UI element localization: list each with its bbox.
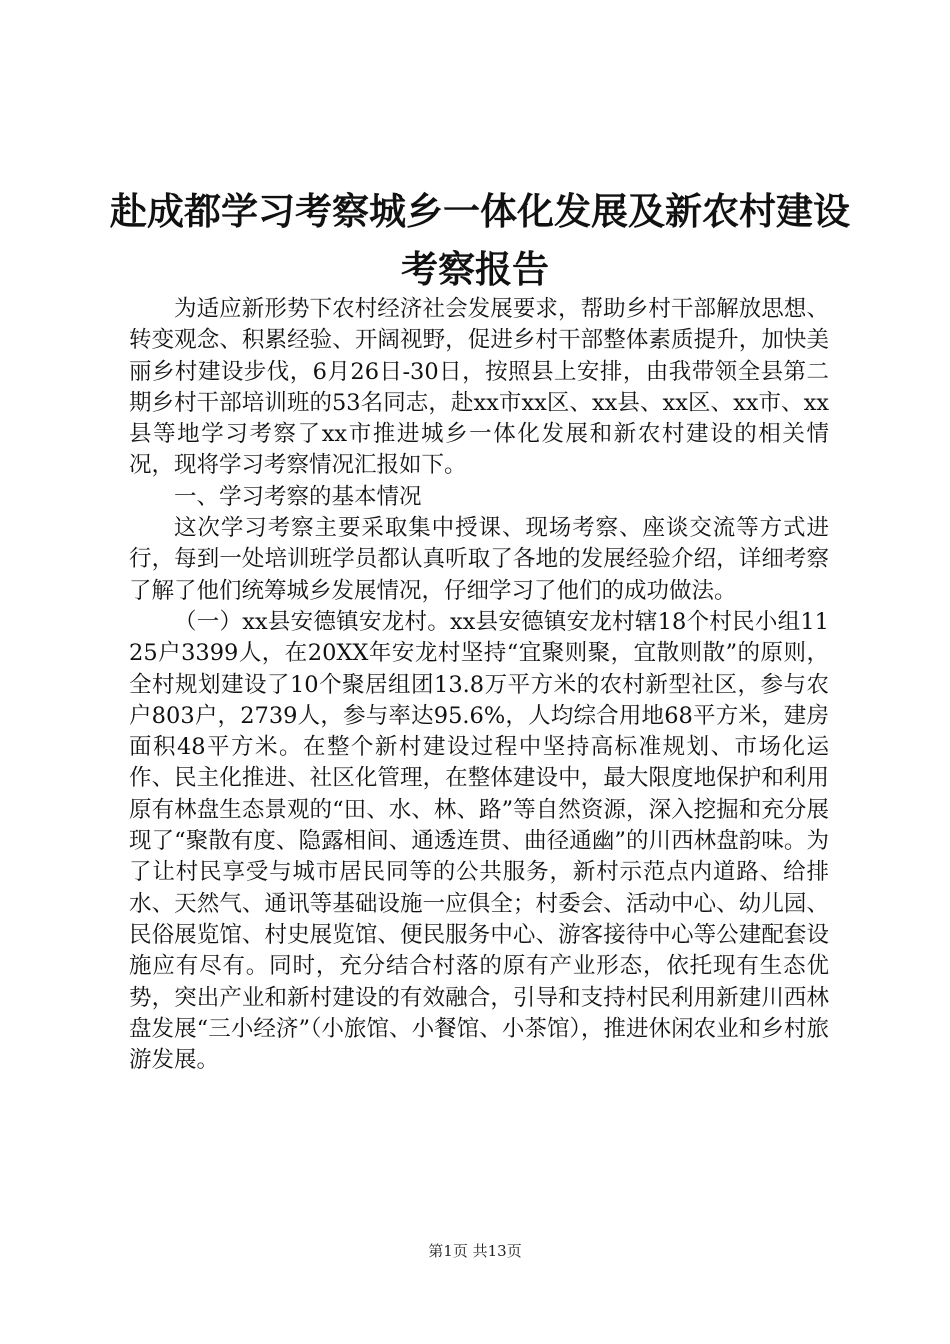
section-heading-basic-info: 一、学习考察的基本情况 <box>174 483 422 510</box>
paragraph-anlong-village: （一）xx县安德镇安龙村。xx县安德镇安龙村辖18个村民小组1125户3399人，在20XX年安龙村坚持“宜聚则聚，宜散则散”的原则，全村规划建设了10个聚居组团13.8万平方米的农村新型社区，参与农户803户，2739人，参与率达95.6%，人均综合用地68平方米，建房面积48平方米。在整个新村建设过程中坚持高标准规划、市场化运作、民主化推进、社区化管理，在整体建设中，最大限度地保护和利用原有林盘生态景观的“田、水、林、路”等自然资源，深入挖掘和充分展现了“聚散有度、隐露相间、通透连贯、曲径通幽”的川西林盘韵味。为了让村民享受与城市居民同等的公共服务，新村示范点内道路、给排水、天然气、通讯等基础设施一应俱全；村委会、活动中心、幼儿园、民俗展览馆、村史展览馆、便民服务中心、游客接待中心等公建配套设施应有尽有。同时，充分结合村落的原有产业形态，依托现有生态优势，突出产业和新村建设的有效融合，引导和支持村民利用新建川西林盘发展“三小经济”（小旅馆、小餐馆、小茶馆），推进休闲农业和乡村旅游发展。 <box>129 608 829 1074</box>
paragraph-intro: 为适应新形势下农村经济社会发展要求，帮助乡村干部解放思想、转变观念、积累经验、开阔视野，促进乡村干部整体素质提升，加快美丽乡村建设步伐，6月26日-30日，按照县上安排，由我带领全县第二期乡村干部培训班的53名同志，赴xx市xx区、xx县、xx区、xx市、xx县等地学习考察了xx市推进城乡一体化发展和新农村建设的相关情况，现将学习考察情况汇报如下。 <box>129 296 829 479</box>
paragraph-method: 这次学习考察主要采取集中授课、现场考察、座谈交流等方式进行，每到一处培训班学员都认真听取了各地的发展经验介绍，详细考察了解了他们统筹城乡发展情况，仔细学习了他们的成功做法。 <box>129 515 829 604</box>
document-title-line-2: 考察报告 <box>401 247 549 291</box>
document-title-line-1: 赴成都学习考察城乡一体化发展及新农村建设 <box>110 189 850 233</box>
document-body <box>129 294 829 1076</box>
page-footer: 第1页 共13页 <box>428 1242 522 1260</box>
